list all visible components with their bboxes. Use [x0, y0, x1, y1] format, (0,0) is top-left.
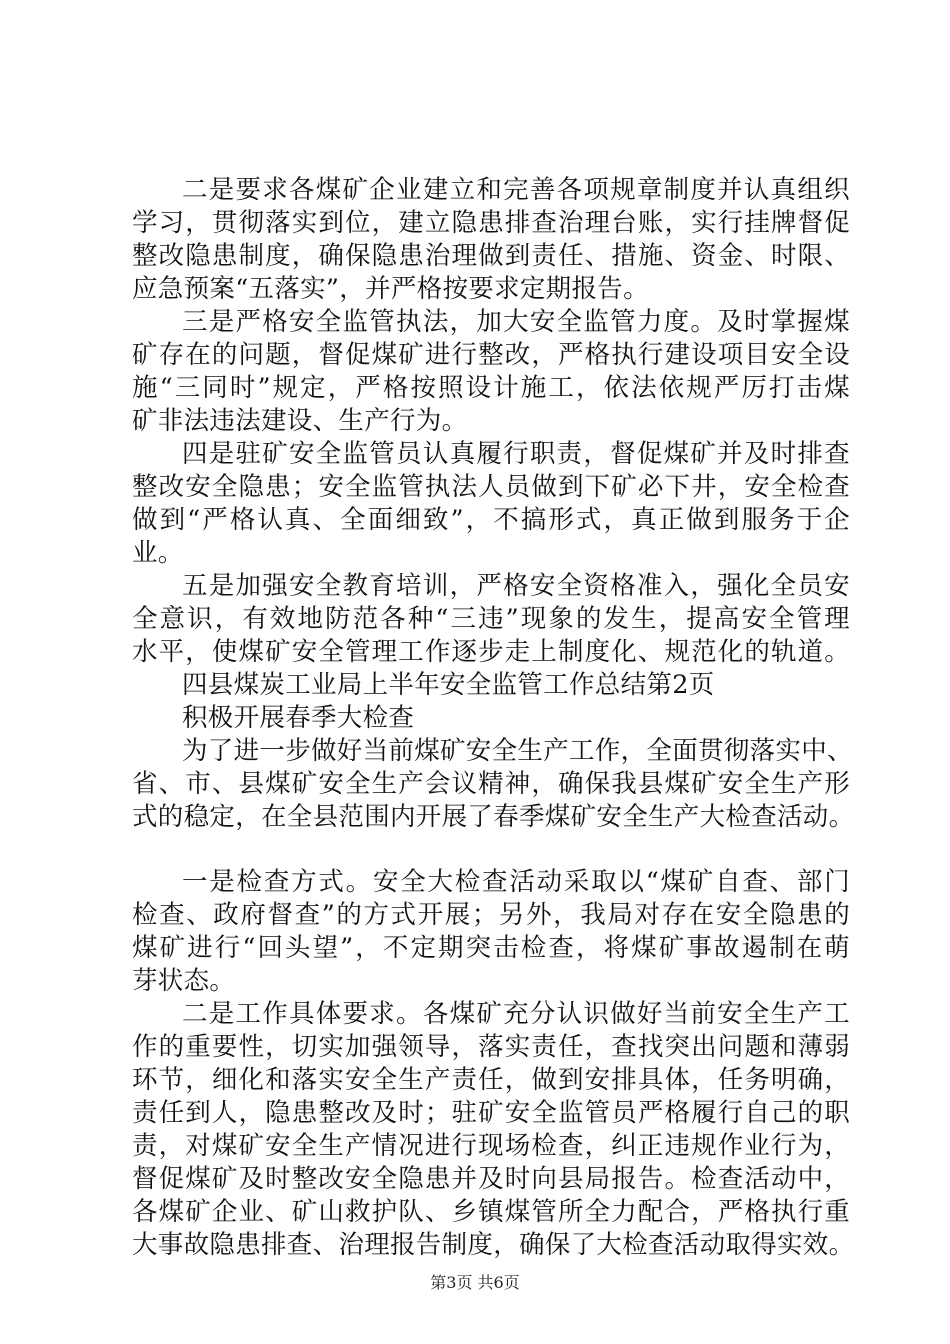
- paragraph-line: 整改安全隐患；安全监管执法人员做到下矿必下井，安全检查: [132, 472, 850, 502]
- paragraph-line: 整改隐患制度，确保隐患治理做到责任、措施、资金、时限、: [132, 241, 850, 271]
- paragraph-line: 矿存在的问题，督促煤矿进行整改，严格执行建设项目安全设: [132, 340, 850, 370]
- paragraph-line: 芽状态。: [132, 966, 236, 996]
- paragraph-line: 作的重要性，切实加强领导，落实责任，查找突出问题和薄弱: [132, 1032, 850, 1062]
- paragraph-line: 三是严格安全监管执法，加大安全监管力度。及时掌握煤: [182, 307, 850, 337]
- paragraph-line: 学习，贯彻落实到位，建立隐患排查治理台账，实行挂牌督促: [132, 208, 850, 238]
- paragraph-line: 水平，使煤矿安全管理工作逐步走上制度化、规范化的轨道。: [132, 637, 850, 667]
- paragraph-line: 责，对煤矿安全生产情况进行现场检查，纠正违规作业行为，: [132, 1131, 850, 1161]
- paragraph-line: 全意识，有效地防范各种“三违”现象的发生，提高安全管理: [132, 604, 850, 634]
- paragraph-line: 煤矿进行“回头望”，不定期突击检查，将煤矿事故遏制在萌: [132, 933, 850, 963]
- paragraph-line: 式的稳定，在全县范围内开展了春季煤矿安全生产大检查活动。: [132, 802, 855, 832]
- paragraph-line: 做到“严格认真、全面细致”，不搞形式，真正做到服务于企: [132, 505, 850, 535]
- paragraph-line: 为了进一步做好当前煤矿安全生产工作，全面贯彻落实中、: [182, 736, 853, 766]
- page-heading: 四县煤炭工业局上半年安全监管工作总结第2页: [182, 670, 715, 700]
- paragraph-line: 四是驻矿安全监管员认真履行职责，督促煤矿并及时排查: [182, 439, 850, 469]
- section-heading: 积极开展春季大检查: [182, 703, 415, 733]
- paragraph-line: 二是工作具体要求。各煤矿充分认识做好当前安全生产工: [182, 999, 850, 1029]
- paragraph-line: 环节，细化和落实安全生产责任，做到安排具体，任务明确，: [132, 1065, 850, 1095]
- paragraph-line: 省、市、县煤矿安全生产会议精神，确保我县煤矿安全生产形: [132, 769, 850, 799]
- paragraph-line: 检查、政府督查”的方式开展；另外，我局对存在安全隐患的: [132, 900, 850, 930]
- paragraph-line: 各煤矿企业、矿山救护队、乡镇煤管所全力配合，严格执行重: [132, 1197, 850, 1227]
- paragraph-line: 二是要求各煤矿企业建立和完善各项规章制度并认真组织: [182, 175, 850, 205]
- paragraph-line: 矿非法违法建设、生产行为。: [132, 406, 468, 436]
- paragraph-line: 业。: [132, 538, 184, 568]
- paragraph-line: 五是加强安全教育培训，严格安全资格准入，强化全员安: [182, 571, 850, 601]
- paragraph-line: 责任到人，隐患整改及时；驻矿安全监管员严格履行自己的职: [132, 1098, 850, 1128]
- paragraph-line: 应急预案“五落实”，并严格按要求定期报告。: [132, 274, 649, 304]
- paragraph-line: 施“三同时”规定，严格按照设计施工，依法依规严厉打击煤: [132, 373, 850, 403]
- paragraph-line: 大事故隐患排查、治理报告制度，确保了大检查活动取得实效。: [132, 1230, 855, 1260]
- paragraph-line: 一是检查方式。安全大检查活动采取以“煤矿自查、部门: [182, 867, 850, 897]
- page-number-footer: 第3页 共6页: [430, 1273, 520, 1292]
- paragraph-line: 督促煤矿及时整改安全隐患并及时向县局报告。检查活动中，: [132, 1164, 850, 1194]
